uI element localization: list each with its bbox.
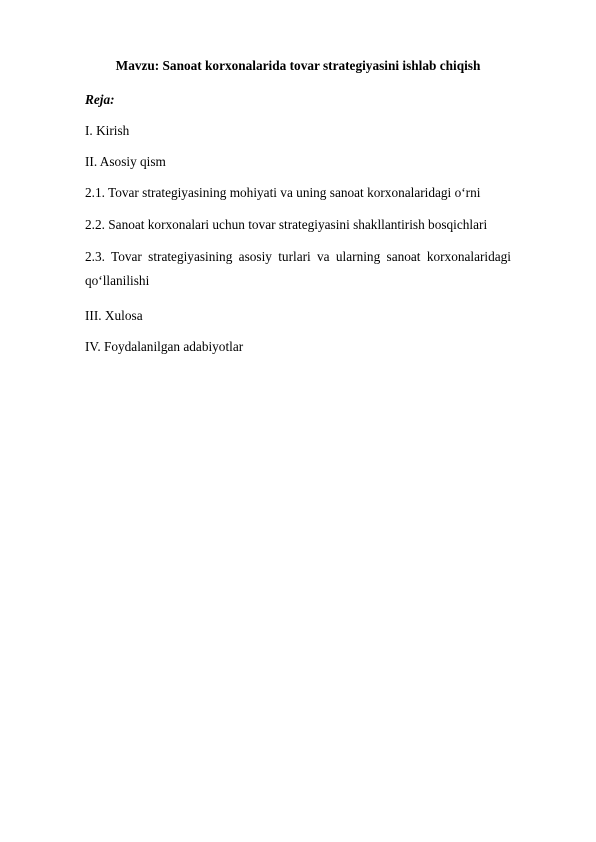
page-title: Mavzu: Sanoat korxonalarida tovar strategiyasini ishlab chiqish xyxy=(115,58,481,73)
plan-item-2-3: 2.3. Tovar strategiyasining asosiy turlari va ularning sanoat korxonalaridagi xyxy=(85,249,511,264)
plan-item-2-2: 2.2. Sanoat korxonalari uchun tovar strategiyasini shakllantirish bosqichlari xyxy=(85,217,488,232)
plan-item-2-1: 2.1. Tovar strategiyasining mohiyati va uning sanoat korxonalaridagi o‘rni xyxy=(85,185,481,200)
plan-item-main-part: II. Asosiy qism xyxy=(85,154,166,169)
plan-heading: Reja: xyxy=(85,92,115,107)
plan-item-2-3-continuation: qo‘llanilishi xyxy=(85,273,150,288)
plan-item-references: IV. Foydalanilgan adabiyotlar xyxy=(85,339,244,354)
plan-item-intro: I. Kirish xyxy=(85,123,130,138)
plan-item-conclusion: III. Xulosa xyxy=(85,308,143,323)
